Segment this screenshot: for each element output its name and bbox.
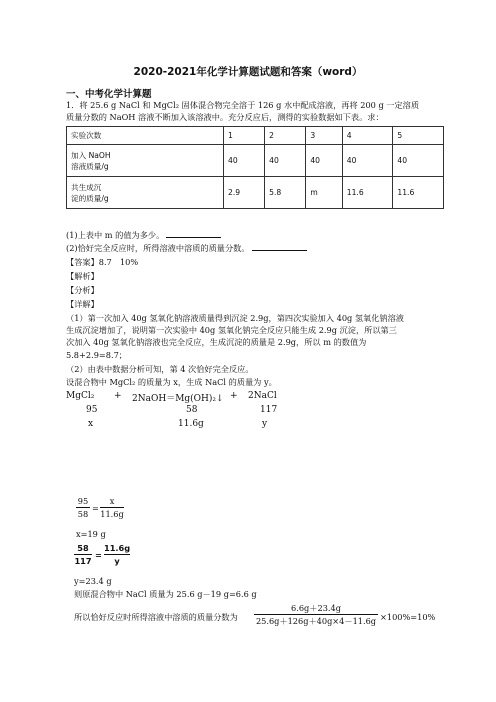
equals-sign: =	[95, 550, 102, 560]
fraction	[74, 543, 92, 566]
sub-question-1	[66, 229, 221, 241]
numerator: 6.6g＋23.4g	[291, 603, 341, 613]
explanation-line: 生成沉淀增加了，说明第一次实验中 40g 氢氧化钠完全反应只能生成 2.9g 沉淀，所以第三	[66, 325, 397, 335]
fraction-bar	[100, 507, 124, 508]
eq-product: 2NaCl	[248, 391, 277, 401]
section-heading: 一、中考化学计算题	[66, 89, 152, 100]
row-label-line: 共生成沉	[71, 182, 102, 192]
table-header-cell: 2	[265, 127, 306, 145]
eq-reactant-2: 2NaOH＝Mg(OH)₂↓	[132, 394, 224, 404]
table-cell: 2.9	[224, 177, 265, 209]
explanation-line: 次加入 40g 氢氧化钠溶液也完全反应，生成沉淀的质量是 2.9g，所以 m 的数值为	[66, 337, 367, 347]
table-cell: 40	[306, 145, 342, 177]
table-header-cell: 实验次数	[67, 127, 224, 145]
table-cell: 40	[342, 145, 393, 177]
table-row	[67, 177, 444, 209]
page-title: 2020-2021年化学计算题试题和答案（word）	[133, 66, 363, 78]
table-header-row	[67, 127, 444, 145]
explanation-line: 5.8+2.9=8.7；	[66, 350, 127, 360]
detail-tag: 【详解】	[66, 299, 99, 309]
answer-line: 【答案】8.7 10%	[66, 257, 139, 267]
numerator: 11.6g	[104, 543, 131, 553]
final-prefix: 所以恰好反应时所得溶液中溶质的质量分数为	[74, 612, 238, 622]
fraction	[100, 496, 124, 519]
row-label-naoh	[67, 145, 224, 177]
final-fraction	[254, 603, 378, 626]
explanation-line: （2）由表中数据分析可知，第 4 次恰好完全反应。	[66, 364, 254, 374]
explanation-line: （1）第一次加入 40g 氢氧化钠溶液质量得到沉淀 2.9g，第四次实验加入 40g 氢氧化钠溶液	[66, 313, 404, 323]
data-table	[66, 126, 444, 209]
fraction-bar	[104, 554, 130, 555]
table-header-cell: 4	[342, 127, 393, 145]
numerator: x	[109, 496, 115, 506]
row-label-line: 加入 NaOH	[71, 150, 111, 160]
fraction-bar	[254, 614, 378, 615]
eq-plus: +	[230, 391, 238, 401]
sub-question-2	[66, 242, 307, 254]
table-cell: m	[306, 177, 342, 209]
eq-molar-mass: 117	[260, 405, 278, 415]
fraction	[104, 543, 130, 566]
denominator: y	[114, 556, 120, 566]
table-cell: 5.8	[265, 177, 306, 209]
fraction-bar	[74, 554, 92, 555]
sub-question-text: (1)上表中 m 的值为多少。	[66, 230, 165, 240]
eq-molar-mass: 58	[186, 405, 198, 415]
fraction-bar	[76, 507, 90, 508]
final-suffix: ×100%=10%	[380, 612, 436, 622]
explanation-line: 设混合物中 MgCl₂ 的质量为 x，生成 NaCl 的质量为 y。	[66, 377, 277, 387]
row-label-line: 溶液质量/g	[71, 161, 109, 171]
row-label-precipitate	[67, 177, 224, 209]
table-header-cell: 1	[224, 127, 265, 145]
denominator: 11.6g	[100, 509, 124, 519]
fraction	[76, 496, 90, 519]
equals-sign: =	[92, 503, 99, 513]
table-cell: 40	[393, 145, 444, 177]
numerator: 58	[77, 543, 89, 553]
sub-question-text: (2)恰好完全反应时，所得溶液中溶质的质量分数。	[66, 243, 250, 253]
denominator: 58	[77, 509, 89, 519]
table-header-cell: 5	[393, 127, 444, 145]
eq-plus: +	[114, 391, 122, 401]
denominator: 25.6g＋126g＋40g×4－11.6g	[255, 616, 377, 626]
question-line-2: 质量分数的 NaOH 溶液不断加入该溶液中。充分反应后，测得的实验数据如下表。求：	[66, 112, 384, 122]
eq-molar-mass: 95	[86, 405, 98, 415]
row-label-line: 淀的质量/g	[71, 193, 109, 203]
question-line-1: 1．将 25.6 g NaCl 和 MgCl₂ 固体混合物完全溶于 126 g 水中配成溶液，再将 200 g 一定溶质	[66, 100, 420, 110]
eq-reactant-1: MgCl₂	[66, 391, 95, 401]
table-cell: 11.6	[342, 177, 393, 209]
answer-blank	[252, 242, 307, 251]
table-cell: 11.6	[393, 177, 444, 209]
numerator: 95	[77, 496, 89, 506]
eq-known: 11.6g	[178, 419, 204, 429]
table-cell: 40	[224, 145, 265, 177]
denominator: 117	[74, 556, 92, 566]
y-result: y=23.4 g	[74, 576, 112, 586]
eq-unknown: x	[88, 419, 94, 429]
answer-blank	[166, 229, 221, 238]
eq-unknown: y	[262, 419, 268, 429]
x-result: x=19 g	[76, 529, 106, 539]
table-header-cell: 3	[306, 127, 342, 145]
nacl-original-line: 则原混合物中 NaCl 质量为 25.6 g－19 g=6.6 g	[74, 589, 257, 599]
breakdown-tag: 【分析】	[66, 285, 99, 295]
table-cell: 40	[265, 145, 306, 177]
table-row	[67, 145, 444, 177]
analysis-tag: 【解析】	[66, 271, 99, 281]
